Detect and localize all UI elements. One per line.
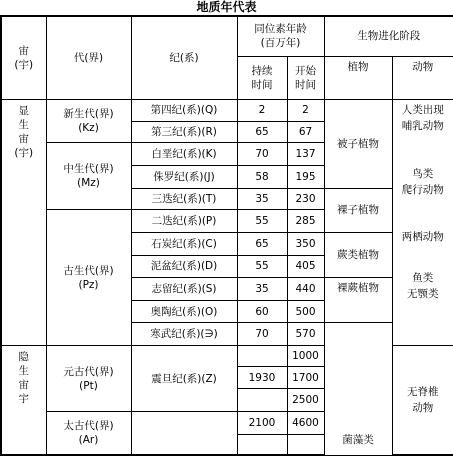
header-isotope-age: 同位素年龄 (百万年) (237, 16, 324, 56)
start-tertiary: 67 (287, 121, 324, 143)
start-archean: 4600 (287, 412, 324, 435)
eon-cryptozoic: 隐 生 宙 宇 (1, 346, 46, 455)
plant-gymnosperms: 裸子植物 (324, 188, 392, 232)
era-mesozoic: 中生代(界) (Mz) (46, 143, 131, 210)
header-duration: 持续 时间 (237, 56, 287, 99)
duration-carboniferous: 65 (237, 232, 287, 255)
start-ordovician: 500 (287, 300, 324, 323)
start-cretaceous: 137 (287, 143, 324, 166)
animal-invertebrates-line2: 动物 (412, 402, 434, 415)
animal-mammals: 哺乳动物 (401, 119, 444, 132)
header-animals: 动物 (392, 56, 453, 99)
animals-invertebrates (392, 346, 453, 455)
duration-cretaceous: 70 (237, 143, 287, 166)
period-permian: 二迭纪(系)(P) (131, 210, 237, 233)
period-silurian: 志留纪(系)(S) (131, 278, 237, 301)
period-cretaceous: 白垩纪(系)(K) (131, 143, 237, 166)
animal-amphibians: 两栖动物 (401, 230, 444, 243)
animal-invertebrates-line1: 无脊椎 (407, 386, 439, 399)
period-archean-blank (131, 412, 237, 455)
era-paleozoic: 古生代(界) (Pz) (46, 210, 131, 346)
animals-column (392, 99, 453, 345)
era-cenozoic: 新生代(界) (Kz) (46, 99, 131, 142)
duration-permian: 55 (237, 210, 287, 233)
period-sinian: 震旦纪(系)(Z) (131, 346, 237, 412)
start-sinian-1000: 1000 (287, 346, 324, 367)
start-devonian: 405 (287, 255, 324, 278)
duration-archean-blank (237, 434, 287, 455)
header-period: 纪(系) (131, 16, 237, 99)
duration-sinian-lower-blank (237, 389, 287, 412)
animal-agnathans: 无颚类 (407, 287, 439, 300)
period-triassic: 三迭纪(系)(T) (131, 188, 237, 210)
duration-jurassic: 58 (237, 165, 287, 188)
period-cambrian: 寒武纪(系)(∋) (131, 323, 237, 346)
plant-algae-fungi: 菌藻类 (324, 323, 392, 455)
period-jurassic: 侏罗纪(系)(J) (131, 165, 237, 188)
period-quaternary: 第四纪(系)(Q) (131, 99, 237, 121)
duration-cambrian: 70 (237, 323, 287, 346)
duration-sinian-upper-blank (237, 346, 287, 367)
duration-archean: 2100 (237, 412, 287, 435)
period-tertiary: 第三纪(系)(R) (131, 121, 237, 143)
header-eon: 宙 (宇) (1, 16, 46, 99)
plant-psilophytes: 裸蕨植物 (324, 278, 392, 323)
animal-reptiles: 爬行动物 (401, 183, 444, 196)
animal-fish: 鱼类 (412, 271, 434, 284)
duration-triassic: 35 (237, 188, 287, 210)
era-archean: 太古代(界) (Ar) (46, 412, 131, 455)
duration-tertiary: 65 (237, 121, 287, 143)
start-cambrian: 570 (287, 323, 324, 346)
animal-birds: 鸟类 (412, 167, 434, 180)
table-title: 地质年代表 (196, 0, 257, 14)
eon-phanerozoic: 显 生 宙 (宇) (1, 99, 46, 345)
start-jurassic: 195 (287, 165, 324, 188)
animal-humans: 人类出现 (401, 103, 444, 116)
start-permian: 285 (287, 210, 324, 233)
start-quaternary: 2 (287, 99, 324, 121)
era-proterozoic: 元古代(界) (Pt) (46, 346, 131, 412)
geologic-time-table (0, 15, 453, 456)
plant-ferns: 蕨类植物 (324, 232, 392, 277)
start-triassic: 230 (287, 188, 324, 210)
start-sinian-2500: 2500 (287, 389, 324, 412)
start-sinian-1700: 1700 (287, 366, 324, 389)
header-start: 开始 时间 (287, 56, 324, 99)
header-bio-evolution: 生物进化阶段 (324, 16, 453, 56)
start-silurian: 440 (287, 278, 324, 301)
period-carboniferous: 石炭纪(系)(C) (131, 232, 237, 255)
start-archean-blank (287, 434, 324, 455)
duration-silurian: 35 (237, 278, 287, 301)
period-ordovician: 奥陶纪(系)(O) (131, 300, 237, 323)
plant-angiosperms: 被子植物 (324, 99, 392, 188)
duration-sinian: 1930 (237, 366, 287, 389)
duration-quaternary: 2 (237, 99, 287, 121)
duration-ordovician: 60 (237, 300, 287, 323)
header-era: 代(界) (46, 16, 131, 99)
period-devonian: 泥盆纪(系)(D) (131, 255, 237, 278)
header-plants: 植物 (324, 56, 392, 99)
duration-devonian: 55 (237, 255, 287, 278)
start-carboniferous: 350 (287, 232, 324, 255)
